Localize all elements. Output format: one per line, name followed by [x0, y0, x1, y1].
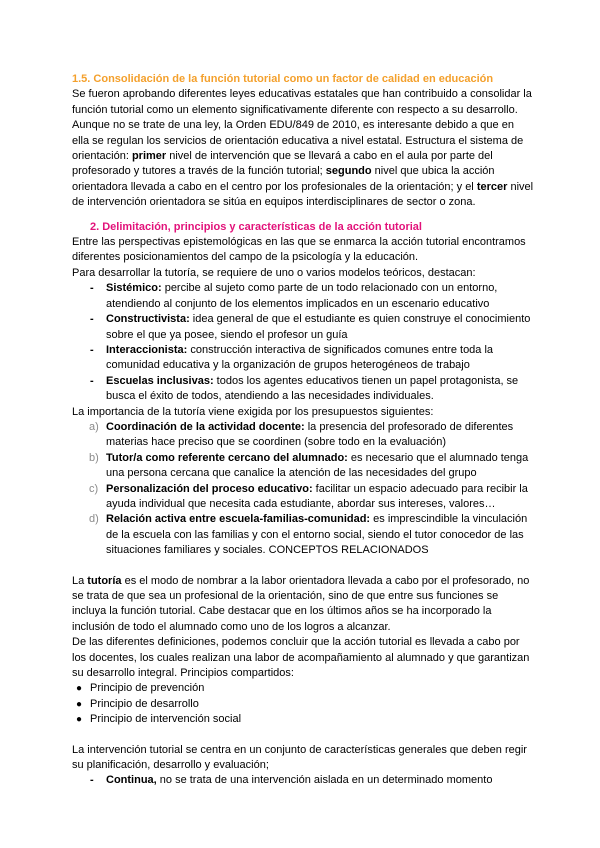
list-marker: - [90, 282, 94, 295]
section-2-paragraph-5: De las diferentes definiciones, podemos concluir que la acción tutorial es llevada a cabo por los docentes, los cuales realizan una labor de acompañamiento al alumnado y que garantizan su desarrollo integral. Principios compartidos: [72, 636, 530, 680]
text-run: nivel de intervención que se llevará a cabo en el aula por parte del profesorado y tutores a través de la función tutorial; [72, 150, 493, 178]
list-marker: c) [89, 482, 99, 495]
text-run: nivel que ubica la acción orientadora llevada a cabo en el centro por los profesionales de la orientación; y el [72, 165, 495, 193]
list-term: Continua, [106, 774, 157, 787]
list-text: percibe al sujeto como parte de un todo relacionado con un entorno, atendiendo al conjunto de los elementos implicados en un escenario educativo [106, 282, 498, 310]
list-text: es necesario que el alumnado tenga una persona cercana que canalice la atención de las necesidades del grupo [106, 451, 529, 480]
text-run: es el modo de nombrar a la labor orientadora llevada a cabo por el profesorado, no se trata de que sea un profesional de la orientación, sino de que entre sus funciones se incluya la función tutorial. Cabe destacar que en los últimos años se ha incorporado la inclusión de todo el alumnado como uno de los logros a alcanzar. [72, 574, 530, 633]
list-marker: - [90, 313, 94, 326]
list-item [76, 681, 534, 696]
bold-term-tutoria: tutoría [87, 574, 122, 587]
list-term: Interaccionista: [106, 343, 188, 356]
list-term: Constructivista: [106, 313, 190, 326]
features-list [72, 773, 534, 788]
assumptions-list [72, 420, 534, 559]
list-item [90, 374, 534, 405]
list-term: Coordinación de la actividad docente: [106, 420, 305, 433]
list-text: la presencia del profesorado de diferentes materias hace preciso que se coordinen (sobre todo en la evaluación) [106, 420, 514, 449]
bold-term-tercer: tercer [476, 180, 508, 193]
list-item [90, 281, 534, 312]
list-marker: a) [89, 420, 99, 433]
text-run: La [72, 574, 88, 587]
list-text: no se trata de una intervención aislada en un determinado momento [156, 774, 493, 787]
list-item [90, 343, 534, 374]
list-term: Personalización del proceso educativo: [106, 482, 313, 495]
bullet-icon: ● [76, 683, 83, 695]
list-item [89, 482, 534, 513]
section-2-heading: 2. Delimitación, principios y características de la acción tutorial [90, 220, 422, 233]
list-term: Escuelas inclusivas: [106, 374, 214, 387]
list-item [76, 712, 534, 727]
list-text: Principio de intervención social [90, 713, 242, 726]
list-text: Principio de prevención [90, 682, 205, 695]
theoretical-models-list [72, 281, 534, 404]
list-item [76, 697, 534, 712]
bold-term-primer: primer [131, 150, 167, 163]
section-1-5-heading: 1.5. Consolidación de la función tutorial como un factor de calidad en educación [72, 73, 494, 85]
list-item [89, 451, 534, 482]
list-term: Relación activa entre escuela-familias-comunidad: [106, 513, 371, 526]
list-text: idea general de que el estudiante es quien construye el conocimiento sobre el que ya posee, siendo el profesor un guía [106, 313, 531, 341]
list-marker: - [90, 374, 94, 387]
list-text: construcción interactiva de significados comunes entre toda la comunidad educativa y la organización de grupos heterogéneos de trabajo [106, 343, 494, 372]
bullet-icon: ● [76, 714, 83, 726]
list-term: Sistémico: [106, 282, 162, 295]
section-1-5-paragraph-2 [72, 118, 534, 210]
section-1-5-paragraph-1: Se fueron aprobando diferentes leyes educativas estatales que han contribuido a consolidar la función tutorial como un elemento significativamente diferente con respecto a su desarrollo. [72, 88, 532, 116]
bold-term-segundo: segundo [325, 165, 372, 178]
list-text: todos los agentes educativos tienen un papel protagonista, se busca el éxito de todos, atendiendo a las necesidades individuales. [106, 374, 519, 403]
section-2-paragraph-2: Para desarrollar la tutoría, se requiere de uno o varios modelos teóricos, destacan: [72, 266, 476, 279]
list-text: Principio de desarrollo [90, 697, 199, 710]
list-marker: b) [89, 451, 99, 464]
section-2-paragraph-6: La intervención tutorial se centra en un conjunto de características generales que deben regir su planificación, desarrollo y evaluación; [72, 743, 527, 772]
list-marker: d) [89, 513, 99, 526]
list-item [89, 420, 534, 451]
document-content [72, 72, 534, 789]
section-2-paragraph-1: Entre las perspectivas epistemológicas en las que se enmarca la acción tutorial encontramos diferentes posicionamientos del campo de la psicología y la educación. [72, 236, 526, 264]
list-item [90, 773, 534, 788]
list-item [89, 512, 534, 558]
list-term: Tutor/a como referente cercano del alumnado: [106, 451, 348, 464]
list-text: es imprescindible la vinculación de la escuela con las familias y con el entorno social, siendo el tutor conocedor de las situaciones familiares y sociales. CONCEPTOS RELACIONADOS [106, 513, 528, 557]
text-run: Aunque no se trate de una ley, la Orden EDU/849 de 2010, es interesante debido a que en ella se regulan los servicios de orientación educativa a nivel estatal. Estructura el sistema de orientación: [72, 119, 524, 163]
principles-list [72, 681, 534, 727]
section-2-paragraph-3: La importancia de la tutoría viene exigida por los presupuestos siguientes: [72, 405, 434, 418]
list-text: facilitar un espacio adecuado para recibir la ayuda individual que necesita cada estudiante, abordar sus intereses, valores… [106, 482, 528, 510]
list-marker: - [90, 774, 94, 787]
bullet-icon: ● [76, 698, 83, 710]
text-run: nivel de intervención orientadora se sitúa en equipos interdisciplinares de sector o zona. [72, 180, 534, 209]
list-item [90, 312, 534, 343]
section-2-paragraph-4 [72, 574, 534, 636]
list-marker: - [90, 343, 94, 356]
